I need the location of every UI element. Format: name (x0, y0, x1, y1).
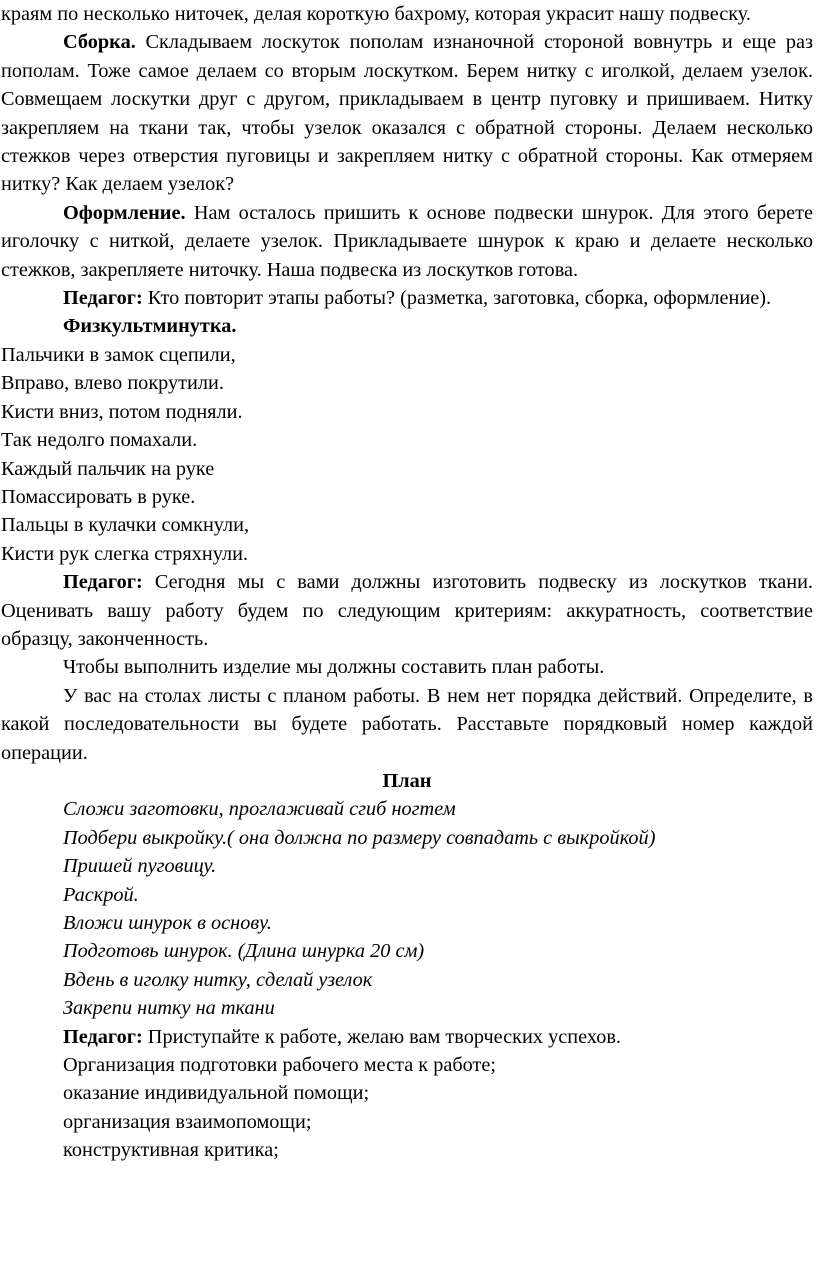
teacher-stages-text: Кто повторит этапы работы? (разметка, заготовка, сборка, оформление). (147, 287, 772, 310)
poem-line: Помассировать в руке. (1, 485, 196, 508)
plan-title: План (382, 769, 432, 792)
paragraph-teacher-criteria (1, 568, 813, 653)
closing-item: конструктивная критика; (63, 1139, 279, 1162)
closing-item: Организация подготовки рабочего места к работе; (63, 1054, 497, 1077)
plan-item: Закрепи нитку на ткани (63, 997, 275, 1020)
teacher-criteria-text: Сегодня мы с вами должны изготовить подвеску из лоскутков ткани. Оценивать вашу работу будем по следующим критериям: аккуратность, соответствие образцу, законченность. (1, 571, 813, 650)
teacher-label: Педагог: (63, 287, 143, 310)
plan-item: Вдень в иголку нитку, сделай узелок (63, 968, 373, 991)
assembly-label: Сборка. (63, 31, 136, 54)
plan-item: Вложи шнурок в основу. (63, 912, 272, 934)
plan-item: Подбери выкройку.( она должна по размеру совпадать с выкройкой) (63, 826, 656, 849)
teacher-label: Педагог: (63, 571, 143, 594)
plan-item: Сложи заготовки, проглаживай сгиб ногтем (63, 798, 456, 821)
poem-line: Кисти вниз, потом подняли. (1, 400, 243, 423)
closing-list (1, 1051, 813, 1165)
paragraph-tables: У вас на столах листы с планом работы. В нем нет порядка действий. Определите, в какой последовательности вы будете работать. Расставьте порядковый номер каждой операции. (1, 684, 813, 764)
plan-item: Пришей пуговицу. (63, 855, 217, 878)
closing-item: организация взаимопомощи; (63, 1110, 312, 1133)
poem-line: Каждый пальчик на руке (1, 457, 215, 480)
plan-list (1, 795, 813, 1022)
paragraph-decoration (1, 199, 813, 284)
decoration-label: Оформление. (63, 201, 186, 224)
paragraph-teacher-stages (1, 284, 813, 312)
poem-line: Пальцы в кулачки сомкнули, (1, 514, 250, 537)
plan-item: Раскрой. (63, 883, 139, 906)
teacher-label: Педагог: (63, 1025, 143, 1048)
poem-line: Вправо, влево покрутили. (1, 372, 224, 395)
poem-line: Так недолго помахали. (1, 429, 198, 452)
paragraph-assembly (1, 28, 813, 198)
assembly-text: Складываем лоскуток пополам изнаночной стороной вовнутрь и еще раз пополам. Тоже самое делаем со вторым лоскутком. Берем нитку с иголкой, делаем узелок. Совмещаем лоскутки друг с другом, прикладываем в центр пуговку и пришиваем. Нитку закрепляем на ткани так, чтобы узелок оказался с обратной стороны. Делаем несколько стежков через отверстия пуговицы и закрепляем нитку с обратной стороны. Как отмеряем нитку? Как делаем узелок? (1, 31, 813, 196)
plan-item: Подготовь шнурок. (Длина шнурка 20 см) (63, 940, 425, 963)
closing-item: оказание индивидуальной помощи; (63, 1082, 370, 1105)
poem-line: Кисти рук слегка стряхнули. (1, 542, 249, 565)
decoration-text: Нам осталось пришить к основе подвески шнурок. Для этого берете иголочку с ниткой, делаете узелок. Прикладываете шнурок к краю и делаете несколько стежков, закрепляете ниточку. Наша подвеска из лоскутков готова. (1, 201, 813, 281)
paragraph-teacher-start (1, 1023, 813, 1051)
teacher-start-text: Приступайте к работе, желаю вам творческих успехов. (147, 1025, 621, 1048)
paragraph-plan-intro: Чтобы выполнить изделие мы должны составить план работы. (63, 656, 605, 679)
poem-line: Пальчики в замок сцепили, (1, 343, 236, 366)
poem (1, 341, 813, 568)
paragraph-fringe: краям по несколько ниточек, делая короткую бахрому, которая украсит нашу подвеску. (1, 3, 751, 25)
exercise-heading: Физкультминутка. (63, 315, 237, 338)
